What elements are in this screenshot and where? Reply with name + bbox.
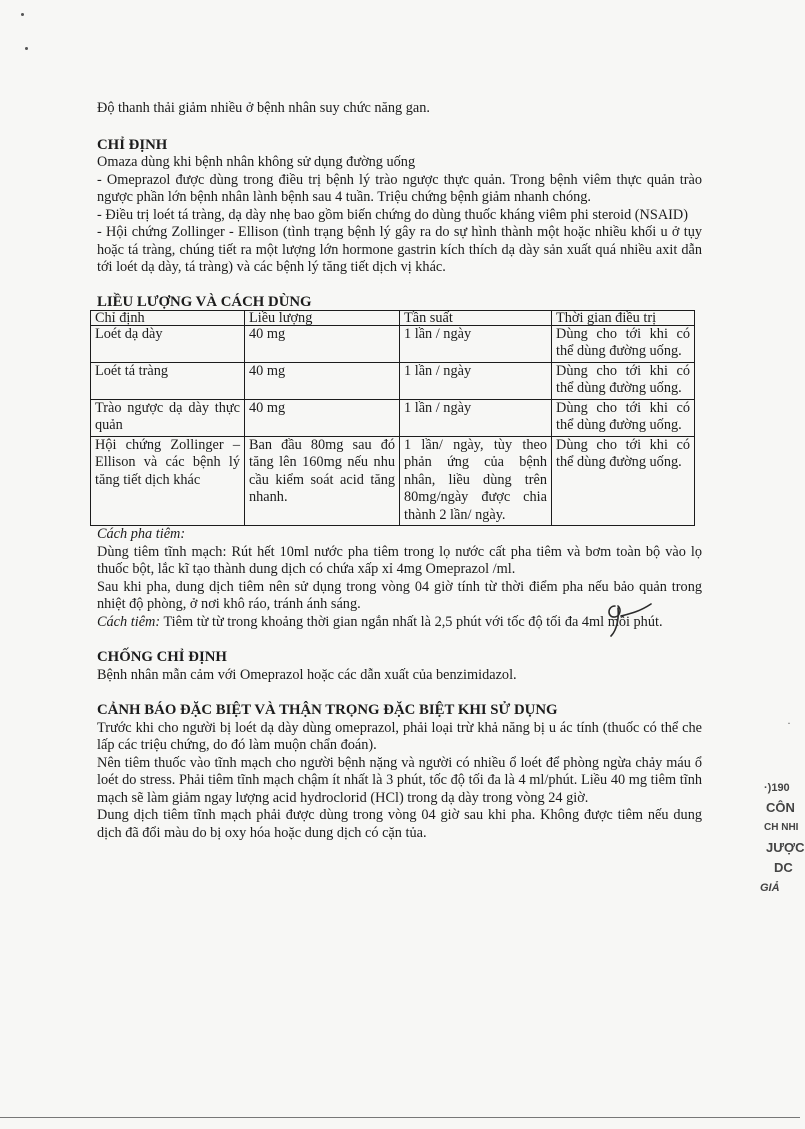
warning-line: Dung dịch tiêm tĩnh mạch phải được dùng trong vòng 04 giờ sau khi pha. Không được tiêm nếu dung dịch đã đổi màu do bị oxy hóa hoặc dung dịch có cặn tủa.	[97, 807, 702, 841]
warning-line: Nên tiêm thuốc vào tĩnh mạch cho người bệnh nặng và người có nhiều ổ loét để phòng ngừa chảy máu ổ loét do stress. Phải tiêm tĩnh mạch chậm ít nhất là 3 phút, tốc độ tối đa là 4 ml/phút. Liều 40 mg tiêm tĩnh mạch sẽ làm giảm ngay lượng acid hydroclorid (HCl) trong dạ dày trong vòng 24 giờ.	[97, 754, 702, 806]
stamp-fragment: JƯỢC	[766, 840, 805, 855]
table-cell: 1 lần / ngày	[400, 362, 552, 399]
table-header-cell: Chỉ định	[91, 310, 245, 325]
warning-line: Trước khi cho người bị loét dạ dày dùng omeprazol, phải loại trừ khả năng bị u ác tính (thuốc có thể che lấp các triệu chứng, do đó làm muộn chẩn đoán).	[97, 719, 702, 753]
table-cell: Trào ngược dạ dày thực quản	[91, 399, 245, 436]
table-row	[91, 399, 695, 436]
table-cell: 40 mg	[245, 399, 400, 436]
injection-method-label: Cách tiêm:	[97, 613, 161, 630]
warnings-heading: CẢNH BÁO ĐẶC BIỆT VÀ THẬN TRỌNG ĐẶC BIỆT KHI SỬ DỤNG	[97, 702, 558, 718]
stamp-fragment: CH NHI	[764, 822, 799, 833]
table-header-cell: Thời gian điều trị	[552, 310, 695, 325]
table-cell: Dùng cho tới khi có thể dùng đường uống.	[552, 325, 695, 362]
scan-speck	[21, 13, 24, 16]
table-cell: Hội chứng Zollinger – Ellison và các bệnh lý tăng tiết dịch khác	[91, 436, 245, 526]
handwritten-signature	[603, 600, 663, 640]
table-cell: Dùng cho tới khi có thể dùng đường uống.	[552, 436, 695, 526]
table-cell: Dùng cho tới khi có thể dùng đường uống.	[552, 362, 695, 399]
indication-line: Omaza dùng khi bệnh nhân không sử dụng đường uống	[97, 154, 416, 170]
indication-line: - Điều trị loét tá tràng, dạ dày nhẹ bao gồm biến chứng do dùng thuốc kháng viêm phi steroid (NSAID)	[97, 206, 689, 223]
dosage-table	[90, 310, 695, 527]
margin-mark: ·	[787, 716, 791, 730]
table-row	[91, 436, 695, 526]
table-cell: 40 mg	[245, 362, 400, 399]
table-cell: 1 lần/ ngày, tùy theo phản ứng của bệnh nhân, liều dùng trên 80mg/ngày được chia thành 2 lần/ ngày.	[400, 436, 552, 526]
indication-line: - Omeprazol được dùng trong điều trị bệnh lý trào ngược thực quản. Trong bệnh viêm thực quản trào ngược phần lớn bệnh nhân lành bệnh sau 4 tuần. Triệu chứng bệnh giảm nhanh chóng.	[97, 171, 702, 205]
stamp-fragment: CÔN	[766, 800, 795, 815]
table-header-cell: Liều lượng	[245, 310, 400, 325]
table-cell: 40 mg	[245, 325, 400, 362]
table-cell: Loét dạ dày	[91, 325, 245, 362]
table-row	[91, 362, 695, 399]
stamp-fragment: ·)190	[764, 782, 790, 794]
partial-stamp	[748, 778, 805, 928]
table-cell: Loét tá tràng	[91, 362, 245, 399]
prep-line: Sau khi pha, dung dịch tiêm nên sử dụng trong vòng 04 giờ tính từ thời điểm pha nếu bảo quản trong nhiệt độ phòng, ở nơi khô ráo, tránh ánh sáng.	[97, 578, 702, 612]
table-header-row	[91, 310, 695, 325]
table-cell: Ban đầu 80mg sau đó tăng lên 160mg nếu nhu cầu kiểm soát acid tăng nhanh.	[245, 436, 400, 526]
prep-heading: Cách pha tiêm:	[97, 526, 186, 542]
contraindication-text: Bệnh nhân mẫn cảm với Omeprazol hoặc các dẫn xuất của benzimidazol.	[97, 666, 517, 683]
intro-line: Độ thanh thải giảm nhiều ở bệnh nhân suy chức năng gan.	[97, 100, 430, 116]
prep-line: Dùng tiêm tĩnh mạch: Rút hết 10ml nước pha tiêm trong lọ nước cất pha tiêm và bơm toàn bộ vào lọ thuốc bột, lắc kĩ tạo thành dung dịch có chứa xấp xỉ 4mg Omeprazol /ml.	[97, 543, 702, 577]
table-cell: Dùng cho tới khi có thể dùng đường uống.	[552, 399, 695, 436]
document-body	[97, 100, 702, 842]
table-cell: 1 lần / ngày	[400, 325, 552, 362]
indication-heading: CHỈ ĐỊNH	[97, 136, 168, 153]
contraindication-heading: CHỐNG CHỈ ĐỊNH	[97, 649, 227, 665]
dosage-heading: LIỀU LƯỢNG VÀ CÁCH DÙNG	[97, 293, 312, 310]
scan-speck	[25, 47, 28, 50]
table-cell: 1 lần / ngày	[400, 399, 552, 436]
stamp-fragment: GIẢ	[760, 882, 780, 894]
injection-method-text: Tiêm từ từ trong khoảng thời gian ngắn nhất là 2,5 phút với tốc độ tối đa 4ml mỗi phút.	[160, 613, 663, 630]
stamp-fragment: DC	[774, 860, 793, 875]
table-header-cell: Tần suất	[400, 310, 552, 325]
table-row	[91, 325, 695, 362]
bottom-rule	[0, 1117, 800, 1118]
indication-line: - Hội chứng Zollinger - Ellison (tình trạng bệnh lý gây ra do sự hình thành một hoặc nhiều khối u ở tụy hoặc tá tràng, chúng tiết ra một lượng lớn hormone gastrin kích thích dạ dày sản xuất quá nhiều axit dẫn tới loét dạ dày, tá tràng) và các bệnh lý tăng tiết dịch vị khác.	[97, 224, 702, 275]
